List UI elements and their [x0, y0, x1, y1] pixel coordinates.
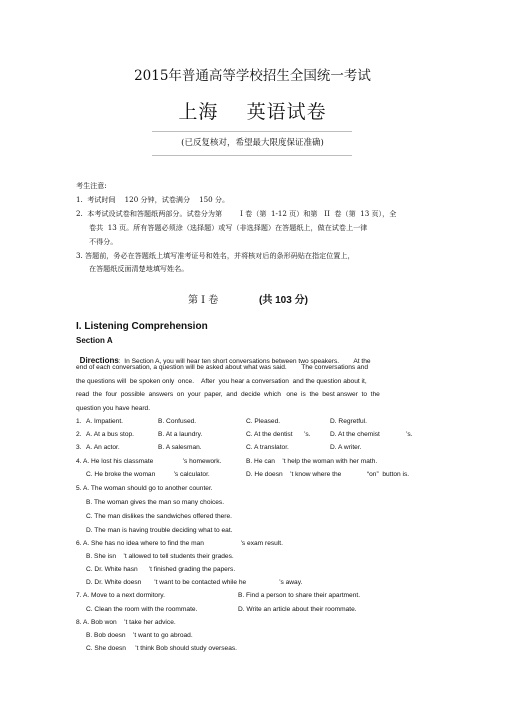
q5-option-b: B. The woman gives the man so many choices. — [86, 499, 225, 506]
notice-item-3-line-1: 3. 答题前，务必在答题纸上填写准考证号和姓名，并将核对后的条形码贴在指定位置上， — [76, 251, 355, 260]
q6-option-b: B. She isn ’t allowed to tell students their grades. — [86, 553, 234, 560]
q1-option-d: D. Regretful. — [330, 418, 368, 425]
section-subtitle: Section A — [76, 336, 113, 345]
notice-item-2-line-1: 2. 本考试设试卷和答题纸两部分。试卷分为第 I 卷（第 1-12 页）和第 II 卷（第 13 页），全 — [76, 209, 397, 218]
q3-option-b: B. A salesman. — [158, 444, 202, 451]
q1-number: 1. — [76, 418, 82, 425]
q2-option-d: D. At the chemist — [330, 431, 380, 438]
q5-option-a: 5. A. The woman should go to another counter. — [76, 485, 213, 492]
notice-item-2-line-3: 不得分。 — [89, 237, 118, 246]
q4-option-d: D. He doesn ’t know where the “on” button is. — [246, 471, 410, 478]
q2-option-d-mark: ’s. — [406, 431, 413, 438]
header-rule-top — [152, 131, 352, 132]
q3-option-d: D. A writer. — [330, 444, 362, 451]
q3-number: 3. — [76, 444, 82, 451]
notice-item-2-line-2: 卷共 13 页。所有答题必须涂（选择题）或写（非选择题）在答题纸上，做在试卷上一律 — [89, 223, 368, 232]
q5-option-d: D. The man is having trouble deciding what to eat. — [86, 527, 233, 534]
directions-line-5: question you have heard. — [76, 405, 151, 412]
q2-option-c: C. At the dentist — [246, 431, 293, 438]
q3-option-a: A. An actor. — [86, 444, 120, 451]
q7-option-d: D. Write an article about their roommate. — [238, 606, 357, 613]
q3-option-c: C. A translator. — [246, 444, 289, 451]
q7-option-a: 7. A. Move to a next dormitory. — [76, 592, 165, 599]
q7-option-b: B. Find a person to share their apartment. — [238, 592, 361, 599]
q4-option-c: C. He broke the woman ’s calculator. — [86, 471, 210, 478]
q4-option-b: B. He can ’t help the woman with her math. — [246, 458, 378, 465]
directions-label: Directions — [79, 356, 119, 365]
q8-option-b: B. Bob doesn ’t want to go abroad. — [86, 632, 193, 639]
accuracy-note: (已反复核对，希望最大限度保证准确) — [181, 138, 324, 148]
exam-title: 2015年普通高等学校招生全国统一考试 — [134, 68, 371, 84]
q8-option-c: C. She doesn ’t think Bob should study overseas. — [86, 645, 238, 652]
q1-option-c: C. Pleased. — [246, 418, 281, 425]
q2-option-a: A. At a bus stop. — [86, 431, 135, 438]
notice-heading: 考生注意: — [76, 181, 107, 190]
q2-option-b: B. At a laundry. — [158, 431, 203, 438]
directions-line-4: read the four possible answers on your paper, and decide which one is the best answer to the — [76, 391, 380, 398]
q6-option-a: 6. A. She has no idea where to find the man ’s exam result. — [76, 540, 283, 547]
q2-number: 2. — [76, 431, 82, 438]
q5-option-c: C. The man dislikes the sandwiches offered there. — [86, 513, 232, 520]
q1-option-a: A. Impatient. — [86, 418, 124, 425]
header-rule-bottom — [152, 155, 352, 156]
volume-score: (共 103 分) — [259, 295, 308, 306]
q1-option-b: B. Confused. — [158, 418, 197, 425]
q6-option-d: D. Dr. White doesn ’t want to be contacted while he ’s away. — [86, 579, 303, 586]
directions-line-1 — [76, 349, 371, 365]
q8-option-a: 8. A. Bob won ’t take her advice. — [76, 619, 176, 626]
q6-option-c: C. Dr. White hasn ’t finished grading the papers. — [86, 566, 236, 573]
directions-line-2: end of each conversation, a question will be asked about what was said. The conversations and — [76, 364, 369, 371]
q4-option-a: 4. A. He lost his classmate ’s homework. — [76, 458, 222, 465]
notice-item-3-line-2: 在答题纸反面清楚地填写姓名。 — [89, 264, 189, 273]
q7-option-c: C. Clean the room with the roommate. — [86, 606, 198, 613]
region-subject-title: 上海 英语试卷 — [178, 101, 327, 123]
volume-label: 第 I 卷 — [188, 295, 219, 306]
notice-item-1: 1. 考试时间 120 分钟，试卷满分 150 分。 — [76, 195, 230, 204]
section-title: I. Listening Comprehension — [76, 321, 208, 332]
q2-option-c-mark: ’s. — [304, 431, 311, 438]
directions-text-1: : In Section A, you will hear ten short conversations between two speakers. At the — [118, 358, 371, 365]
directions-line-3: the questions will be spoken only once. After you hear a conversation and the question about it, — [76, 378, 367, 385]
